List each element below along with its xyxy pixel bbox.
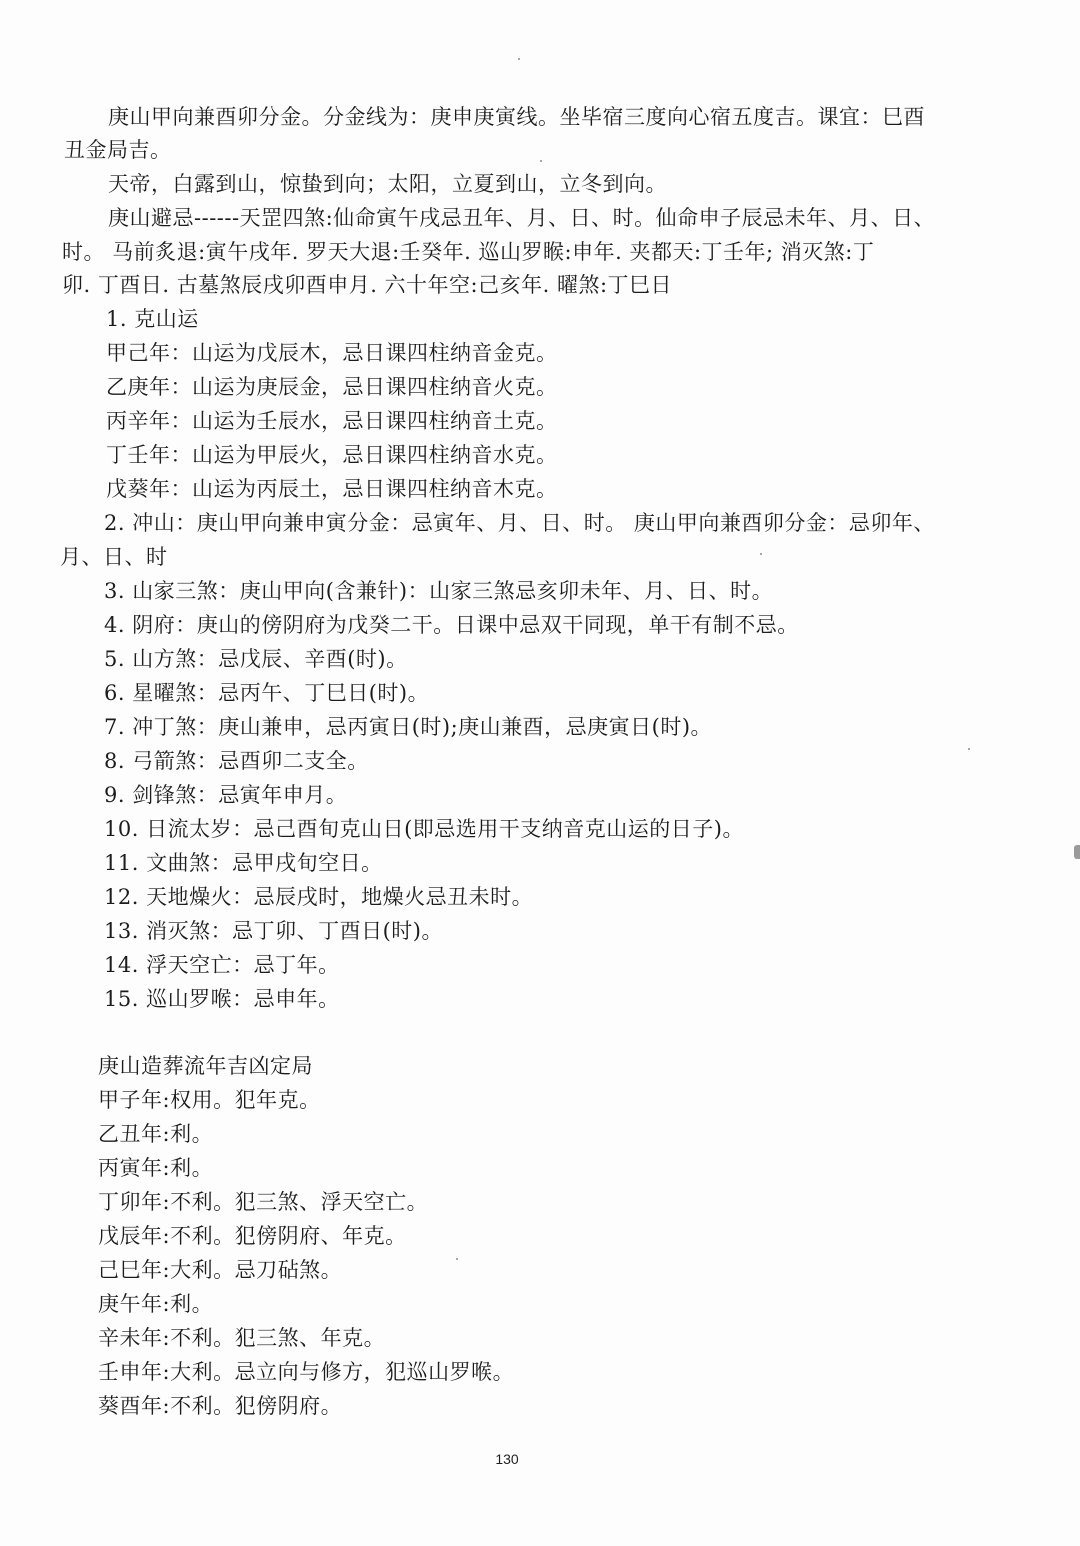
list-item: 丁卯年:不利。犯三煞、浮天空亡。 bbox=[98, 1190, 429, 1214]
scan-speck bbox=[540, 160, 542, 162]
paragraph-line: 天帝，白露到山，惊蛰到向；太阳，立夏到山，立冬到向。 bbox=[108, 172, 667, 196]
scan-speck bbox=[518, 58, 520, 60]
list-item: 5. 山方煞：忌戊辰、辛酉(时)。 bbox=[104, 647, 408, 671]
list-item: 15. 巡山罗喉：忌申年。 bbox=[104, 987, 340, 1011]
list-item: 14. 浮天空亡：忌丁年。 bbox=[104, 953, 340, 977]
paragraph-line: 庚山避忌------天罡四煞:仙命寅午戌忌丑年、月、日、时。仙命申子辰忌未年、月、日、 bbox=[108, 206, 936, 230]
list-item: 辛未年:不利。犯三煞、年克。 bbox=[98, 1326, 386, 1350]
scroll-indicator[interactable] bbox=[1074, 845, 1080, 859]
scan-speck bbox=[968, 748, 970, 750]
paragraph-line: 庚山甲向兼酉卯分金。分金线为：庚申庚寅线。坐毕宿三度向心宿五度吉。课宜：巳酉 bbox=[108, 105, 925, 129]
section-heading: 1. 克山运 bbox=[106, 307, 199, 331]
page-number: 130 bbox=[495, 1451, 519, 1467]
list-item: 丁壬年：山运为甲辰火，忌日课四柱纳音水克。 bbox=[106, 443, 558, 467]
list-item: 丙寅年:利。 bbox=[98, 1156, 214, 1180]
list-item: 3. 山家三煞：庚山甲向(含兼针)：山家三煞忌亥卯未年、月、日、时。 bbox=[104, 579, 774, 603]
list-item: 己巳年:大利。忌刀砧煞。 bbox=[98, 1258, 343, 1282]
list-item: 乙丑年:利。 bbox=[98, 1122, 214, 1146]
list-item: 壬申年:大利。忌立向与修方，犯巡山罗喉。 bbox=[98, 1360, 515, 1384]
paragraph-line: 卯. 丁酉日. 古墓煞辰戌卯酉申月. 六十年空:己亥年. 曜煞:丁巳日 bbox=[62, 273, 673, 297]
list-item: 乙庚年：山运为庚辰金，忌日课四柱纳音火克。 bbox=[106, 375, 558, 399]
scan-speck bbox=[456, 1258, 458, 1260]
list-item: 9. 剑锋煞：忌寅年申月。 bbox=[104, 783, 348, 807]
list-item: 葵酉年:不利。犯傍阴府。 bbox=[98, 1394, 343, 1418]
paragraph-line: 时。 马前炙退:寅午戌年. 罗天大退:壬癸年. 巡山罗睺:申年. 夹都天:丁壬年; 消灭煞:丁 bbox=[62, 240, 875, 264]
list-item: 11. 文曲煞：忌甲戌旬空日。 bbox=[104, 851, 383, 875]
list-item: 6. 星曜煞：忌丙午、丁巳日(时)。 bbox=[104, 681, 430, 705]
list-item: 庚午年:利。 bbox=[98, 1292, 214, 1316]
paragraph-line: 丑金局吉。 bbox=[64, 138, 172, 162]
list-item: 戊葵年：山运为丙辰土，忌日课四柱纳音木克。 bbox=[106, 477, 558, 501]
list-item: 甲己年：山运为戊辰木，忌日课四柱纳音金克。 bbox=[106, 341, 558, 365]
list-item: 2. 冲山：庚山甲向兼申寅分金：忌寅年、月、日、时。 庚山甲向兼酉卯分金：忌卯年、 bbox=[104, 511, 935, 535]
list-item: 12. 天地燥火：忌辰戌时，地燥火忌丑未时。 bbox=[104, 885, 534, 909]
list-item: 4. 阴府：庚山的傍阴府为戊癸二干。日课中忌双干同现，单干有制不忌。 bbox=[104, 613, 799, 637]
list-item: 10. 日流太岁：忌己酉旬克山日(即忌选用干支纳音克山运的日子)。 bbox=[104, 817, 744, 841]
section-heading: 庚山造葬流年吉凶定局 bbox=[98, 1054, 313, 1078]
list-item-continuation: 月、日、时 bbox=[60, 545, 168, 569]
list-item: 甲子年:权用。犯年克。 bbox=[98, 1088, 321, 1112]
list-item: 戊辰年:不利。犯傍阴府、年克。 bbox=[98, 1224, 407, 1248]
list-item: 8. 弓箭煞：忌酉卯二支全。 bbox=[104, 749, 369, 773]
list-item: 7. 冲丁煞：庚山兼申，忌丙寅日(时);庚山兼酉，忌庚寅日(时)。 bbox=[104, 715, 713, 739]
list-item: 丙辛年：山运为壬辰水，忌日课四柱纳音土克。 bbox=[106, 409, 558, 433]
list-item: 13. 消灭煞：忌丁卯、丁酉日(时)。 bbox=[104, 919, 443, 943]
scan-speck bbox=[760, 553, 762, 555]
